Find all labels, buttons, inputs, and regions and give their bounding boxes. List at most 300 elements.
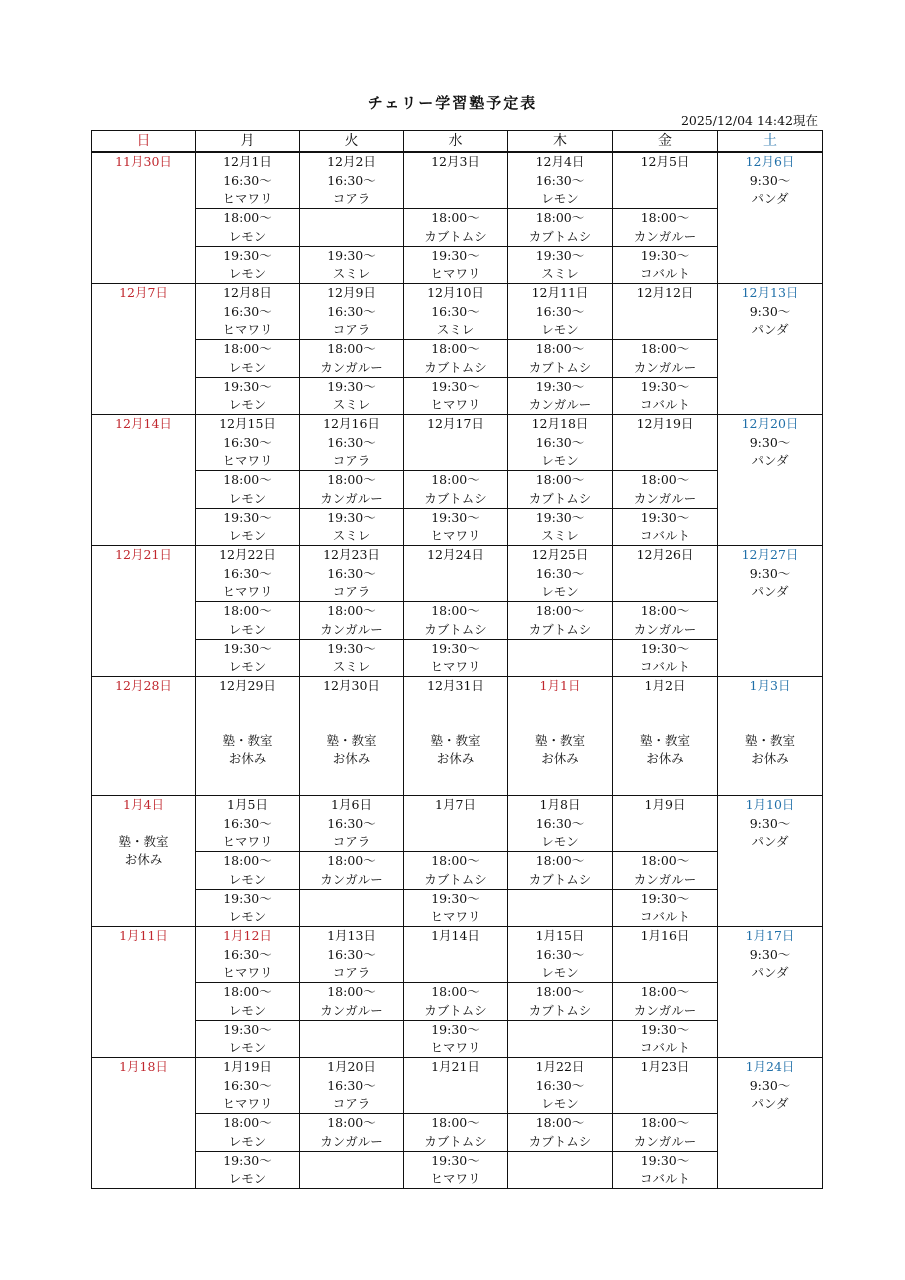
class-name: レモン <box>228 528 267 543</box>
class-name: スミレ <box>332 659 371 674</box>
updated-timestamp: 2025/12/04 14:42現在 <box>680 113 818 128</box>
slot-time: 18:00～ <box>223 603 272 618</box>
slot-content <box>300 546 403 601</box>
day-date: 12月12日 <box>636 285 694 300</box>
week-slot-row <box>92 1114 823 1152</box>
slot-time: 19:30～ <box>327 247 376 263</box>
slot-time: 19:30～ <box>223 640 272 656</box>
slot-content <box>613 471 717 508</box>
day-slot-cell <box>613 246 718 284</box>
class-name: カブトムシ <box>424 228 487 244</box>
slot-content <box>300 509 403 546</box>
slot-content <box>404 340 507 377</box>
class-name: パンダ <box>751 965 789 980</box>
class-name: レモン <box>541 1096 579 1111</box>
day-cell <box>300 677 404 796</box>
day-slot-cell <box>300 1020 404 1058</box>
closed-notice <box>404 696 507 769</box>
schedule-table <box>91 130 823 1189</box>
day-cell <box>196 677 300 796</box>
slot-time: 18:00～ <box>327 472 376 487</box>
day-slot-cell <box>196 1058 300 1114</box>
slot-content <box>404 546 507 601</box>
day-slot-cell <box>196 340 300 378</box>
slot-content <box>300 890 403 927</box>
day-slot-cell <box>300 377 404 415</box>
day-date: 1月7日 <box>435 797 476 812</box>
slot-time: 18:00～ <box>640 853 690 868</box>
slot-time: 19:30～ <box>223 1021 272 1037</box>
class-name: レモン <box>228 871 267 887</box>
slot-content <box>300 1152 403 1189</box>
day-slot-cell <box>300 796 404 852</box>
day-slot-cell <box>196 927 300 983</box>
slot-content <box>508 153 612 208</box>
day-date: 12月20日 <box>741 416 799 431</box>
class-name: レモン <box>228 359 267 375</box>
day-slot-cell <box>196 284 300 340</box>
day-slot-cell <box>300 639 404 677</box>
day-slot-cell <box>508 209 613 247</box>
class-name: スミレ <box>541 528 579 543</box>
slot-content <box>613 1021 717 1058</box>
slot-content <box>300 415 403 470</box>
day-date: 12月18日 <box>531 416 589 431</box>
slot-content <box>404 284 507 339</box>
slot-time: 18:00～ <box>223 341 272 356</box>
day-slot-cell <box>404 415 508 471</box>
day-slot-cell <box>613 508 718 546</box>
day-slot-cell <box>196 796 300 852</box>
slot-content <box>508 471 612 508</box>
slot-content <box>613 640 717 677</box>
class-name: カンガルー <box>320 871 383 887</box>
class-name: ヒマワリ <box>430 1171 481 1186</box>
closed-text: お休み <box>436 751 475 766</box>
closed-text: 塾・教室 <box>639 732 690 748</box>
day-slot-cell <box>404 471 508 509</box>
slot-time: 9:30～ <box>749 303 791 319</box>
class-name: スミレ <box>436 322 475 337</box>
slot-content <box>196 153 299 208</box>
slot-content <box>508 509 612 546</box>
day-date: 12月30日 <box>323 678 380 693</box>
class-name: スミレ <box>332 397 371 412</box>
slot-content <box>300 340 403 377</box>
day-slot-cell <box>613 415 718 471</box>
week-slot-row <box>92 209 823 247</box>
day-slot-cell <box>613 1058 718 1114</box>
class-name: ヒマワリ <box>222 834 273 849</box>
slot-content <box>508 247 612 284</box>
saturday-cell <box>718 927 823 1058</box>
slot-time: 19:30～ <box>640 640 690 656</box>
slot-time: 19:30～ <box>431 378 480 394</box>
closed-text: 塾・教室 <box>430 732 481 748</box>
day-slot-cell <box>196 889 300 927</box>
slot-content <box>196 796 299 851</box>
slot-time: 16:30～ <box>327 815 376 831</box>
day-date: 12月11日 <box>531 285 589 300</box>
sunday-cell <box>92 284 196 415</box>
class-name: カンガルー <box>320 1133 383 1149</box>
slot-time: 18:00～ <box>431 210 480 225</box>
week-slot-row <box>92 1058 823 1114</box>
slot-time: 18:00～ <box>431 341 480 356</box>
slot-time: 18:00～ <box>535 210 585 225</box>
class-name: コアラ <box>332 965 371 980</box>
class-name: カブトムシ <box>424 1133 487 1149</box>
slot-time: 16:30～ <box>535 565 585 581</box>
day-date: 1月2日 <box>644 678 686 693</box>
sunday-cell <box>92 796 196 927</box>
class-name: カブトムシ <box>424 1002 487 1018</box>
slot-time: 18:00～ <box>223 210 272 225</box>
day-date: 12月10日 <box>427 285 484 300</box>
class-name: パンダ <box>751 1096 789 1111</box>
day-cell <box>613 677 718 796</box>
slot-time: 19:30～ <box>431 509 480 525</box>
class-name: レモン <box>228 1133 267 1149</box>
saturday-cell <box>718 415 823 546</box>
week-slot-row <box>92 415 823 471</box>
class-name: カンガルー <box>320 490 383 506</box>
class-name: レモン <box>541 965 579 980</box>
slot-time: 16:30～ <box>223 434 272 450</box>
class-name: ヒマワリ <box>430 266 481 281</box>
slot-time: 18:00～ <box>431 472 480 487</box>
closed-text: 塾・教室 <box>744 732 795 748</box>
slot-time: 18:00～ <box>327 984 376 999</box>
slot-content <box>508 209 612 246</box>
slot-time: 18:00～ <box>431 603 480 618</box>
slot-time: 19:30～ <box>431 247 480 263</box>
class-name: コバルト <box>639 909 690 924</box>
slot-content <box>613 852 717 889</box>
slot-content <box>300 209 403 246</box>
slot-content <box>300 1021 403 1058</box>
slot-content <box>196 1114 299 1151</box>
slot-content <box>613 284 717 339</box>
day-slot-cell <box>196 1020 300 1058</box>
day-date: 1月20日 <box>327 1059 376 1074</box>
week-slot-row <box>92 796 823 852</box>
day-slot-cell <box>613 639 718 677</box>
week-slot-row <box>92 983 823 1021</box>
class-name: レモン <box>228 909 267 924</box>
slot-time: 16:30～ <box>223 1077 272 1093</box>
closed-text: 塾・教室 <box>534 732 585 748</box>
day-date: 1月23日 <box>640 1059 690 1074</box>
slot-content <box>508 378 612 415</box>
day-slot-cell <box>613 796 718 852</box>
slot-time: 18:00～ <box>640 341 690 356</box>
slot-content <box>404 890 507 927</box>
slot-content <box>300 927 403 982</box>
week-row <box>92 677 823 796</box>
class-name: レモン <box>541 322 579 337</box>
day-slot-cell <box>300 983 404 1021</box>
day-date: 11月30日 <box>115 154 172 169</box>
closed-text: お休み <box>332 751 371 766</box>
day-slot-cell <box>508 546 613 602</box>
day-date: 12月15日 <box>219 416 276 431</box>
slot-content <box>508 796 612 851</box>
slot-content <box>404 796 507 851</box>
day-slot-cell <box>508 852 613 890</box>
day-slot-cell <box>613 471 718 509</box>
day-slot-cell <box>196 471 300 509</box>
day-slot-cell <box>196 508 300 546</box>
slot-time: 16:30～ <box>535 1077 585 1093</box>
day-slot-cell <box>300 152 404 209</box>
slot-time: 19:30～ <box>223 509 272 525</box>
class-name: カンガルー <box>633 871 697 887</box>
day-date: 12月29日 <box>219 678 276 693</box>
day-slot-cell <box>508 927 613 983</box>
slot-time: 19:30～ <box>431 890 480 906</box>
day-date: 12月9日 <box>327 285 376 300</box>
class-name: コバルト <box>639 266 690 281</box>
class-name: カブトムシ <box>528 228 592 244</box>
slot-time: 19:30～ <box>431 1021 480 1037</box>
day-date: 1月21日 <box>431 1059 480 1074</box>
day-date: 12月3日 <box>431 154 480 169</box>
week-slot-row <box>92 340 823 378</box>
slot-time: 18:00～ <box>431 853 480 868</box>
closed-text: お休み <box>541 751 579 766</box>
day-date: 1月24日 <box>745 1059 795 1074</box>
slot-time: 19:30～ <box>640 1152 690 1168</box>
slot-time: 18:00～ <box>431 984 480 999</box>
slot-time: 16:30～ <box>223 303 272 319</box>
day-slot-cell <box>404 1020 508 1058</box>
slot-time: 18:00～ <box>535 603 585 618</box>
day-slot-cell <box>196 1114 300 1152</box>
saturday-cell <box>718 284 823 415</box>
slot-content <box>196 471 299 508</box>
slot-content <box>196 602 299 639</box>
week-slot-row <box>92 246 823 284</box>
slot-content <box>404 1021 507 1058</box>
slot-time: 18:00～ <box>535 472 585 487</box>
slot-content <box>508 546 612 601</box>
class-name: レモン <box>541 584 579 599</box>
slot-time: 16:30～ <box>223 172 272 188</box>
slot-content <box>300 247 403 284</box>
slot-time: 18:00～ <box>327 853 376 868</box>
slot-time: 16:30～ <box>327 303 376 319</box>
slot-content <box>508 1021 612 1058</box>
header-thursday: 木 <box>508 131 613 153</box>
saturday-cell <box>718 152 823 284</box>
slot-time: 16:30～ <box>535 172 585 188</box>
slot-content <box>404 415 507 470</box>
day-slot-cell <box>508 983 613 1021</box>
slot-time: 9:30～ <box>749 434 791 450</box>
slot-content <box>196 640 299 677</box>
week-slot-row <box>92 471 823 509</box>
slot-content <box>613 1114 717 1151</box>
slot-content <box>613 1058 717 1113</box>
class-name: スミレ <box>541 266 579 281</box>
saturday-cell <box>718 1058 823 1189</box>
class-name: カンガルー <box>633 228 697 244</box>
class-name: コアラ <box>332 191 371 206</box>
day-date: 1月17日 <box>745 928 795 943</box>
day-slot-cell <box>300 546 404 602</box>
day-slot-cell <box>404 639 508 677</box>
class-name: レモン <box>228 228 267 244</box>
day-date: 12月6日 <box>745 154 795 169</box>
day-slot-cell <box>613 340 718 378</box>
slot-time: 16:30～ <box>327 565 376 581</box>
slot-time: 18:00～ <box>640 1115 690 1130</box>
slot-content <box>508 852 612 889</box>
slot-content <box>404 927 507 982</box>
slot-time: 16:30～ <box>535 434 585 450</box>
class-name: ヒマワリ <box>430 659 481 674</box>
class-name: スミレ <box>332 528 371 543</box>
slot-time: 19:30～ <box>640 1021 690 1037</box>
day-date: 12月24日 <box>427 547 484 562</box>
sunday-cell <box>92 546 196 677</box>
slot-content <box>196 1058 299 1113</box>
class-name: コバルト <box>639 1040 690 1055</box>
class-name: レモン <box>228 1171 267 1186</box>
closed-notice <box>300 696 403 769</box>
class-name: レモン <box>228 1040 267 1055</box>
day-date: 12月13日 <box>741 285 799 300</box>
slot-time: 18:00～ <box>535 341 585 356</box>
slot-content <box>196 890 299 927</box>
closed-text: 塾・教室 <box>118 833 169 849</box>
class-name: カンガルー <box>320 359 383 375</box>
class-name: ヒマワリ <box>222 322 273 337</box>
day-slot-cell <box>404 796 508 852</box>
day-slot-cell <box>508 284 613 340</box>
day-slot-cell <box>404 602 508 640</box>
sunday-cell <box>92 415 196 546</box>
day-slot-cell <box>508 1151 613 1189</box>
day-slot-cell <box>613 1151 718 1189</box>
class-name: パンダ <box>751 322 789 337</box>
class-name: レモン <box>228 621 267 637</box>
slot-time: 18:00～ <box>640 984 690 999</box>
slot-time: 9:30～ <box>749 565 791 581</box>
slot-content <box>300 378 403 415</box>
slot-time: 16:30～ <box>223 565 272 581</box>
class-name: ヒマワリ <box>222 584 273 599</box>
day-date: 1月15日 <box>535 928 585 943</box>
slot-time: 18:00～ <box>327 341 376 356</box>
day-date: 12月26日 <box>636 547 694 562</box>
week-slot-row <box>92 546 823 602</box>
closed-notice <box>508 696 612 769</box>
day-date: 1月5日 <box>227 797 268 812</box>
day-slot-cell <box>404 889 508 927</box>
header-monday: 月 <box>196 131 300 153</box>
day-slot-cell <box>404 246 508 284</box>
closed-text: お休み <box>751 751 789 766</box>
slot-content <box>404 1152 507 1189</box>
class-name: パンダ <box>751 191 789 206</box>
slot-content <box>613 247 717 284</box>
slot-content <box>196 927 299 982</box>
closed-text: お休み <box>646 751 684 766</box>
slot-time: 16:30～ <box>431 303 480 319</box>
slot-time: 18:00～ <box>640 210 690 225</box>
class-name: カンガルー <box>633 490 697 506</box>
day-slot-cell <box>613 983 718 1021</box>
slot-time: 19:30～ <box>640 247 690 263</box>
day-slot-cell <box>508 1114 613 1152</box>
slot-content <box>613 509 717 546</box>
day-date: 12月21日 <box>115 547 172 562</box>
header-wednesday: 水 <box>404 131 508 153</box>
day-slot-cell <box>508 377 613 415</box>
day-slot-cell <box>613 377 718 415</box>
class-name: コアラ <box>332 1096 371 1111</box>
slot-content <box>508 890 612 927</box>
slot-content <box>196 983 299 1020</box>
day-date: 12月5日 <box>640 154 690 169</box>
day-slot-cell <box>404 983 508 1021</box>
day-slot-cell <box>508 602 613 640</box>
class-name: カブトムシ <box>528 871 592 887</box>
week-slot-row <box>92 639 823 677</box>
day-slot-cell <box>196 639 300 677</box>
slot-content <box>404 983 507 1020</box>
slot-time: 18:00～ <box>535 853 585 868</box>
slot-content <box>300 1058 403 1113</box>
day-slot-cell <box>508 508 613 546</box>
week-slot-row <box>92 1020 823 1058</box>
day-date: 12月31日 <box>427 678 484 693</box>
day-cell <box>508 677 613 796</box>
class-name: レモン <box>228 490 267 506</box>
slot-time: 16:30～ <box>535 303 585 319</box>
slot-content <box>300 983 403 1020</box>
class-name: コアラ <box>332 453 371 468</box>
class-name: ヒマワリ <box>430 1040 481 1055</box>
slot-time: 19:30～ <box>535 378 585 394</box>
day-slot-cell <box>404 284 508 340</box>
slot-content <box>300 153 403 208</box>
day-slot-cell <box>300 1058 404 1114</box>
slot-content <box>404 153 507 208</box>
slot-content <box>508 340 612 377</box>
slot-time: 9:30～ <box>749 172 791 188</box>
slot-content <box>613 890 717 927</box>
day-date: 12月22日 <box>219 547 276 562</box>
slot-content <box>404 509 507 546</box>
day-slot-cell <box>300 1114 404 1152</box>
slot-content <box>613 927 717 982</box>
slot-time: 18:00～ <box>327 1115 376 1130</box>
day-slot-cell <box>300 340 404 378</box>
slot-time: 19:30～ <box>535 247 585 263</box>
slot-content <box>404 602 507 639</box>
slot-time: 16:30～ <box>223 815 272 831</box>
slot-time: 16:30～ <box>327 946 376 962</box>
day-slot-cell <box>404 209 508 247</box>
class-name: ヒマワリ <box>430 528 481 543</box>
day-slot-cell <box>404 340 508 378</box>
day-slot-cell <box>300 927 404 983</box>
day-date: 1月22日 <box>535 1059 585 1074</box>
day-slot-cell <box>196 246 300 284</box>
